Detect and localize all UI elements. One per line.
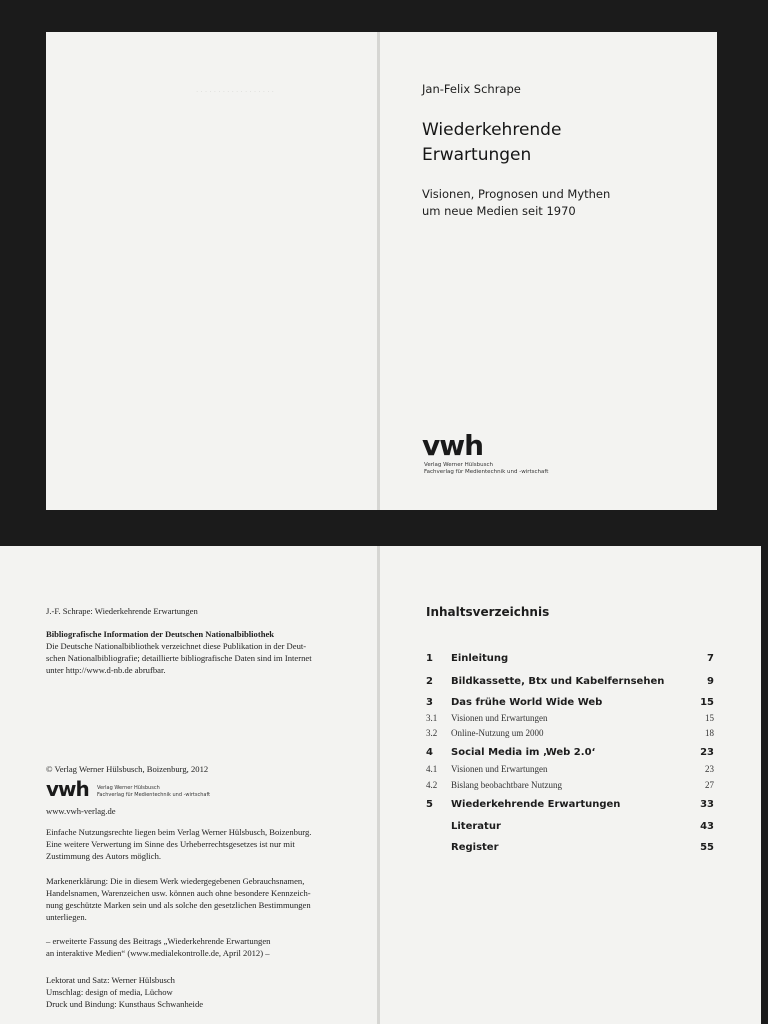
toc-entry-page: 23 — [700, 747, 714, 758]
title-page — [379, 32, 717, 510]
toc-entry — [426, 747, 714, 763]
website-link[interactable]: www.vwh-verlag.de — [46, 806, 116, 816]
toc-entry-page: 27 — [705, 780, 714, 790]
toc-entry-title: Einleitung — [451, 653, 509, 664]
toc-entry-title: Register — [451, 842, 499, 853]
toc-entry-page: 55 — [700, 842, 714, 853]
toc-entry — [426, 764, 714, 780]
biblio-line: Die Deutsche Nationalbibliothek verzeichnet diese Publikation in der Deut- — [46, 641, 307, 651]
toc-heading: Inhaltsverzeichnis — [426, 605, 550, 619]
copyright: © Verlag Werner Hülsbusch, Boizenburg, 2012 — [46, 764, 209, 774]
toc-entry-title: Literatur — [451, 821, 501, 832]
biblio-line: schen Nationalbibliografie; detaillierte bibliografische Daten sind im Internet — [46, 653, 312, 663]
publisher-name: Verlag Werner Hülsbusch — [97, 785, 160, 791]
toc-entry-number: 1 — [426, 653, 433, 664]
vwh-logo: vwh — [422, 429, 484, 462]
toc-entry-title: Das frühe World Wide Web — [451, 697, 603, 708]
toc-entry — [426, 821, 714, 837]
book-title-line2: Erwartungen — [422, 145, 532, 165]
trademark-line: Markenerklärung: Die in diesem Werk wiedergegebenen Gebrauchsnamen, — [46, 876, 305, 886]
toc-entry-number: 3 — [426, 697, 433, 708]
toc-entry — [426, 653, 714, 669]
toc-entry-number: 2 — [426, 676, 433, 687]
toc-entry-number: 4 — [426, 747, 433, 758]
credits-line: Druck und Bindung: Kunsthaus Schwanheide — [46, 999, 204, 1009]
publisher-tagline: Fachverlag für Medientechnik und -wirtschaft — [97, 792, 211, 798]
biblio-heading: Bibliografische Information der Deutschen Nationalbibliothek — [46, 629, 275, 639]
toc-entry-number: 4.2 — [426, 780, 438, 790]
running-head: J.-F. Schrape: Wiederkehrende Erwartungen — [46, 606, 198, 616]
toc-entry-page: 18 — [705, 728, 714, 738]
rights-line: Einfache Nutzungsrechte liegen beim Verlag Werner Hülsbusch, Boizenburg. — [46, 827, 312, 837]
toc-entry-title: Visionen und Erwartungen — [451, 713, 548, 723]
spine-gutter-top — [377, 32, 380, 510]
publisher-name: Verlag Werner Hülsbusch — [424, 462, 494, 468]
toc-entry-page: 23 — [705, 764, 714, 774]
toc-entry-page: 15 — [700, 697, 714, 708]
author-name: Jan-Felix Schrape — [422, 82, 521, 96]
toc-entry-title: Bildkassette, Btx und Kabelfernsehen — [451, 676, 665, 687]
rights-line: Zustimmung des Autors möglich. — [46, 851, 162, 861]
toc-entry-page: 9 — [707, 676, 714, 687]
book-subtitle-line2: um neue Medien seit 1970 — [422, 204, 576, 218]
toc-entry-number: 3.2 — [426, 728, 438, 738]
toc-entry-title: Bislang beobachtbare Nutzung — [451, 780, 562, 790]
show-through-text: · · · · · · · · · · · · · · · · · · — [196, 88, 274, 96]
imprint-page — [0, 546, 378, 1024]
toc-entry — [426, 799, 714, 815]
toc-entry-number: 3.1 — [426, 713, 438, 723]
toc-entry-page: 43 — [700, 821, 714, 832]
toc-entry — [426, 697, 714, 713]
trademark-line: unterliegen. — [46, 912, 87, 922]
rights-line: Eine weitere Verwertung im Sinne des Urheberrechtsgesetzes ist nur mit — [46, 839, 295, 849]
toc-entry — [426, 780, 714, 796]
blank-left-page — [46, 32, 378, 510]
vwh-logo: vwh — [46, 777, 89, 801]
trademark-line: nung geschützte Marken sein und als solche den gesetzlichen Bestimmungen — [46, 900, 311, 910]
book-title-line1: Wiederkehrende — [422, 120, 562, 140]
toc-entry-number: 4.1 — [426, 764, 438, 774]
toc-entry-title: Wiederkehrende Erwartungen — [451, 799, 621, 810]
toc-entry-title: Visionen und Erwartungen — [451, 764, 548, 774]
credits-line: Umschlag: design of media, Lüchow — [46, 987, 173, 997]
credits-line: Lektorat und Satz: Werner Hülsbusch — [46, 975, 175, 985]
trademark-line: Handelsnamen, Warenzeichen usw. können auch ohne besondere Kennzeich- — [46, 888, 311, 898]
book-subtitle-line1: Visionen, Prognosen und Mythen — [422, 187, 611, 201]
toc-entry-number: 5 — [426, 799, 433, 810]
toc-entry-page: 7 — [707, 653, 714, 664]
toc-entry-page: 15 — [705, 713, 714, 723]
edition-line: – erweiterte Fassung des Beitrags „Wiederkehrende Erwartungen — [46, 936, 271, 946]
toc-entry-page: 33 — [700, 799, 714, 810]
toc-entry — [426, 728, 714, 744]
toc-entry-title: Social Media im ‚Web 2.0‘ — [451, 747, 596, 758]
toc-entry — [426, 676, 714, 692]
edition-line: an interaktive Medien“ (www.medialekontrolle.de, April 2012) – — [46, 948, 270, 958]
toc-entry — [426, 713, 714, 729]
spine-gutter-bottom — [377, 546, 380, 1024]
publisher-tagline: Fachverlag für Medientechnik und -wirtschaft — [424, 469, 549, 475]
biblio-line: unter http://www.d-nb.de abrufbar. — [46, 665, 166, 675]
toc-entry-title: Online-Nutzung um 2000 — [451, 728, 544, 738]
toc-entry — [426, 842, 714, 858]
